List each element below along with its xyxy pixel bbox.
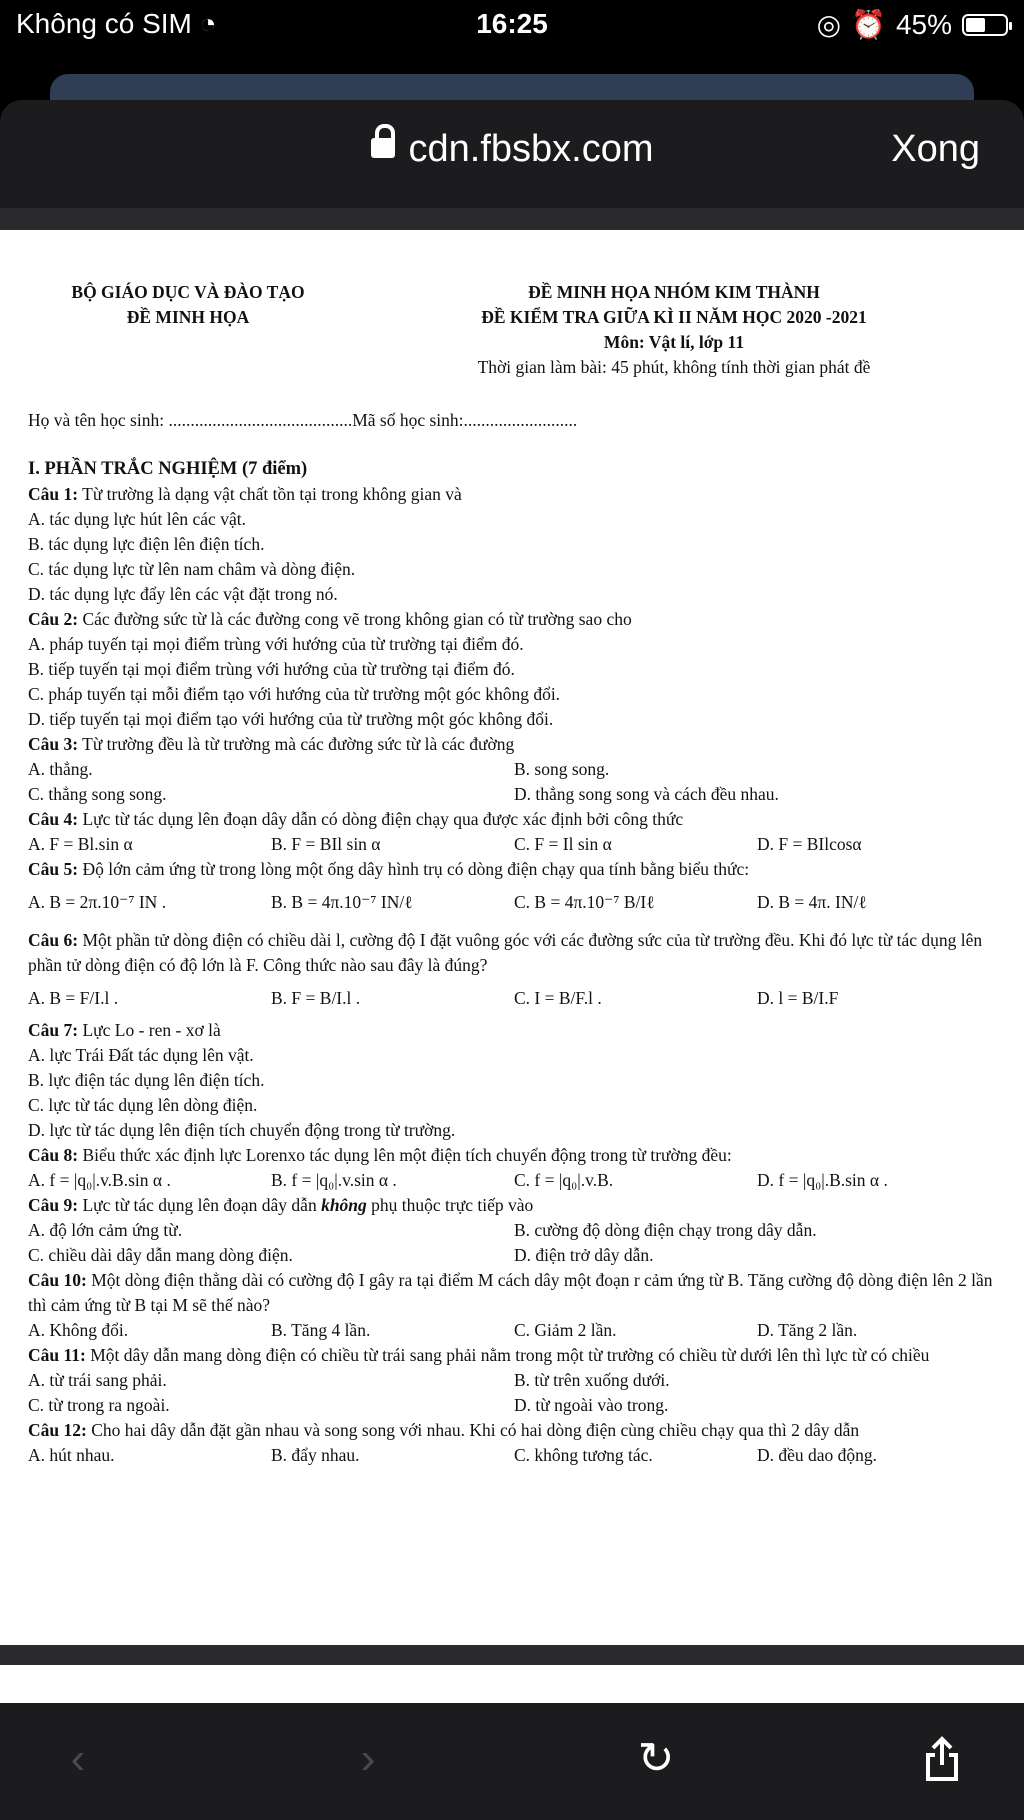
option: C. I = B/F.l . — [514, 988, 602, 1008]
question: Câu 10: Một dòng điện thẳng dài có cường độ I gây ra tại điểm M cách dây một đoạn r cảm ứng từ B. Tăng cường độ dòng điện lên 2 lần thì cảm ứng từ B tại M sẽ thế nào? — [28, 1270, 993, 1315]
option: A. tác dụng lực hút lên các vật. — [28, 509, 246, 529]
reload-button[interactable] — [626, 1729, 686, 1789]
option: D. tác dụng lực đẩy lên các vật đặt trong nó. — [28, 584, 338, 604]
reload-icon: ↻ — [637, 1734, 675, 1783]
option: C. B = 4π.10⁻⁷ B/Iℓ — [514, 892, 655, 912]
option: A. pháp tuyến tại mọi điểm trùng với hướng của từ trường tại điểm đó. — [28, 634, 524, 654]
subject-label: Môn: Vật lí, lớp 11 — [603, 332, 745, 352]
option: A. hút nhau. — [28, 1445, 115, 1465]
url-text: cdn.fbsbx.com — [408, 128, 654, 170]
url-display[interactable] — [0, 128, 1024, 171]
bottom-toolbar — [0, 1703, 1024, 1820]
wifi-icon: ◔ — [199, 8, 217, 39]
option: C. pháp tuyến tại mỗi điểm tạo với hướng của từ trường một góc không đổi. — [28, 684, 561, 704]
option: B. tác dụng lực điện lên điện tích. — [28, 534, 265, 554]
question: Câu 4: Lực từ tác dụng lên đoạn dây dẫn có dòng điện chạy qua được xác định bởi công thức — [28, 809, 684, 829]
exam-title: ĐỀ KIỂM TRA GIỮA KÌ II NĂM HỌC 2020 -2021 — [481, 307, 867, 327]
sample-exam-label: ĐỀ MINH HỌA — [126, 307, 250, 327]
option: B. lực điện tác dụng lên điện tích. — [28, 1070, 265, 1090]
option: B. F = BIl sin α — [271, 834, 381, 854]
option: A. Không đổi. — [28, 1320, 129, 1340]
rotation-lock-icon: ◎ — [816, 9, 842, 40]
header-divider — [0, 208, 1024, 230]
time-label: Thời gian làm bài: 45 phút, không tính thời gian phát đề — [477, 357, 871, 377]
student-info-line: Họ và tên học sinh: ..........................................Mã số học sinh:.......................... — [28, 410, 578, 430]
option: C. không tương tác. — [514, 1445, 653, 1465]
lock-icon — [371, 138, 395, 158]
document-header — [28, 280, 1000, 380]
page-gap — [0, 1645, 1024, 1665]
option: B. từ trên xuống dưới. — [514, 1370, 670, 1390]
question: Câu 3: Từ trường đều là từ trường mà các đường sức từ là các đường — [28, 734, 515, 754]
question: Câu 8: Biểu thức xác định lực Lorenxo tác dụng lên một điện tích chuyển động trong từ trường đều: — [28, 1145, 732, 1165]
option: D. l = B/I.F — [757, 988, 839, 1008]
status-right — [817, 8, 1008, 41]
chevron-right-icon: › — [360, 1734, 376, 1783]
option: D. Tăng 2 lần. — [757, 1320, 858, 1340]
alarm-icon: ⏰ — [851, 9, 886, 40]
option: B. F = B/I.l . — [271, 988, 361, 1008]
question: Câu 1: Từ trường là dạng vật chất tồn tại trong không gian và — [28, 484, 462, 504]
question: Câu 9: Lực từ tác dụng lên đoạn dây dẫn không phụ thuộc trực tiếp vào — [28, 1195, 534, 1215]
option: C. thẳng song song. — [28, 784, 167, 804]
option: C. F = Il sin α — [514, 834, 612, 854]
option: A. thẳng. — [28, 759, 93, 779]
options-row — [28, 1318, 1000, 1343]
header-left — [28, 280, 348, 380]
option: B. đẩy nhau. — [271, 1445, 360, 1465]
options-row — [28, 1168, 1000, 1193]
option: B. song song. — [514, 759, 610, 779]
option: C. f = |q₀|.v.B. — [514, 1170, 614, 1190]
option: B. tiếp tuyến tại mọi điểm trùng với hướng của từ trường tại điểm đó. — [28, 659, 515, 679]
option: A. F = Bl.sin α — [28, 834, 133, 854]
options-row — [28, 1368, 1000, 1393]
section-title: I. PHẦN TRẮC NGHIỆM (7 điểm) — [28, 459, 308, 479]
status-bar — [0, 0, 1024, 52]
forward-button[interactable] — [338, 1729, 398, 1789]
options-row — [28, 1443, 1000, 1468]
option: C. Giảm 2 lần. — [514, 1320, 617, 1340]
question: Câu 12: Cho hai dây dẫn đặt gần nhau và song song với nhau. Khi có hai dòng điện cùng chiều chạy qua thì 2 dây dẫn — [28, 1420, 860, 1440]
options-row — [28, 757, 1000, 782]
option: A. độ lớn cảm ứng từ. — [28, 1220, 183, 1240]
chevron-left-icon: ‹ — [70, 1734, 86, 1783]
question: Câu 6: Một phần tử dòng điện có chiều dài l, cường độ I đặt vuông góc với các đường sức của từ trường đều. Khi đó lực từ tác dụng lên phần tử dòng điện có độ lớn là F. Công thức nào sau đây là đúng? — [28, 930, 983, 975]
option: B. Tăng 4 lần. — [271, 1320, 371, 1340]
option: D. tiếp tuyến tại mọi điểm tạo với hướng của từ trường một góc không đổi. — [28, 709, 554, 729]
share-icon — [922, 1735, 962, 1783]
options-row — [28, 882, 1000, 922]
option: C. tác dụng lực từ lên nam châm và dòng điện. — [28, 559, 356, 579]
option: C. từ trong ra ngoài. — [28, 1395, 170, 1415]
options-row — [28, 1218, 1000, 1243]
option: C. chiều dài dây dẫn mang dòng điện. — [28, 1245, 293, 1265]
option: B. f = |q₀|.v.sin α . — [271, 1170, 397, 1190]
question: Câu 5: Độ lớn cảm ứng từ trong lòng một ống dây hình trụ có dòng điện chạy qua tính bằng biểu thức: — [28, 859, 750, 879]
option: A. từ trái sang phải. — [28, 1370, 167, 1390]
option: C. lực từ tác dụng lên dòng điện. — [28, 1095, 258, 1115]
option: D. f = |q₀|.B.sin α . — [757, 1170, 888, 1190]
option: A. f = |q₀|.v.B.sin α . — [28, 1170, 171, 1190]
next-page-top — [0, 1665, 1024, 1703]
ministry-title: BỘ GIÁO DỤC VÀ ĐÀO TẠO — [71, 282, 305, 302]
battery-icon — [962, 14, 1008, 36]
share-button[interactable] — [912, 1729, 972, 1789]
battery-fill — [966, 18, 985, 32]
question: Câu 7: Lực Lo - ren - xơ là — [28, 1020, 221, 1040]
group-title: ĐỀ MINH HỌA NHÓM KIM THÀNH — [528, 282, 820, 302]
options-row — [28, 782, 1000, 807]
question: Câu 2: Các đường sức từ là các đường cong vẽ trong không gian có từ trường sao cho — [28, 609, 632, 629]
options-row — [28, 978, 1000, 1018]
back-button[interactable] — [48, 1729, 108, 1789]
options-row — [28, 832, 1000, 857]
carrier-label: Không có SIM ◔ — [16, 8, 217, 39]
header-right — [348, 280, 1000, 380]
option: D. điện trở dây dẫn. — [514, 1245, 654, 1265]
option: D. từ ngoài vào trong. — [514, 1395, 669, 1415]
option: B. B = 4π.10⁻⁷ IN/ℓ — [271, 892, 413, 912]
options-row — [28, 1393, 1000, 1418]
option: A. lực Trái Đất tác dụng lên vật. — [28, 1045, 254, 1065]
battery-percent: 45% — [895, 8, 952, 40]
option: A. B = 2π.10⁻⁷ IN . — [28, 892, 167, 912]
question: Câu 11: Một dây dẫn mang dòng điện có chiều từ trái sang phải nằm trong một từ trường có chiều từ dưới lên thì lực từ có chiều — [28, 1345, 930, 1365]
option: D. lực từ tác dụng lên điện tích chuyển động trong từ trường. — [28, 1120, 456, 1140]
url-bar — [0, 100, 1024, 208]
options-row — [28, 1243, 1000, 1268]
option: B. cường độ dòng điện chạy trong dây dẫn. — [514, 1220, 817, 1240]
option: D. B = 4π. IN/ℓ — [757, 892, 867, 912]
option: A. B = F/I.l . — [28, 988, 119, 1008]
option: D. F = BIlcosα — [757, 834, 862, 854]
done-button[interactable]: Xong — [891, 128, 980, 170]
option: D. thẳng song song và cách đều nhau. — [514, 784, 779, 804]
option: D. đều dao động. — [757, 1445, 878, 1465]
document-page — [0, 230, 1024, 1645]
clock: 16:25 — [476, 8, 548, 39]
